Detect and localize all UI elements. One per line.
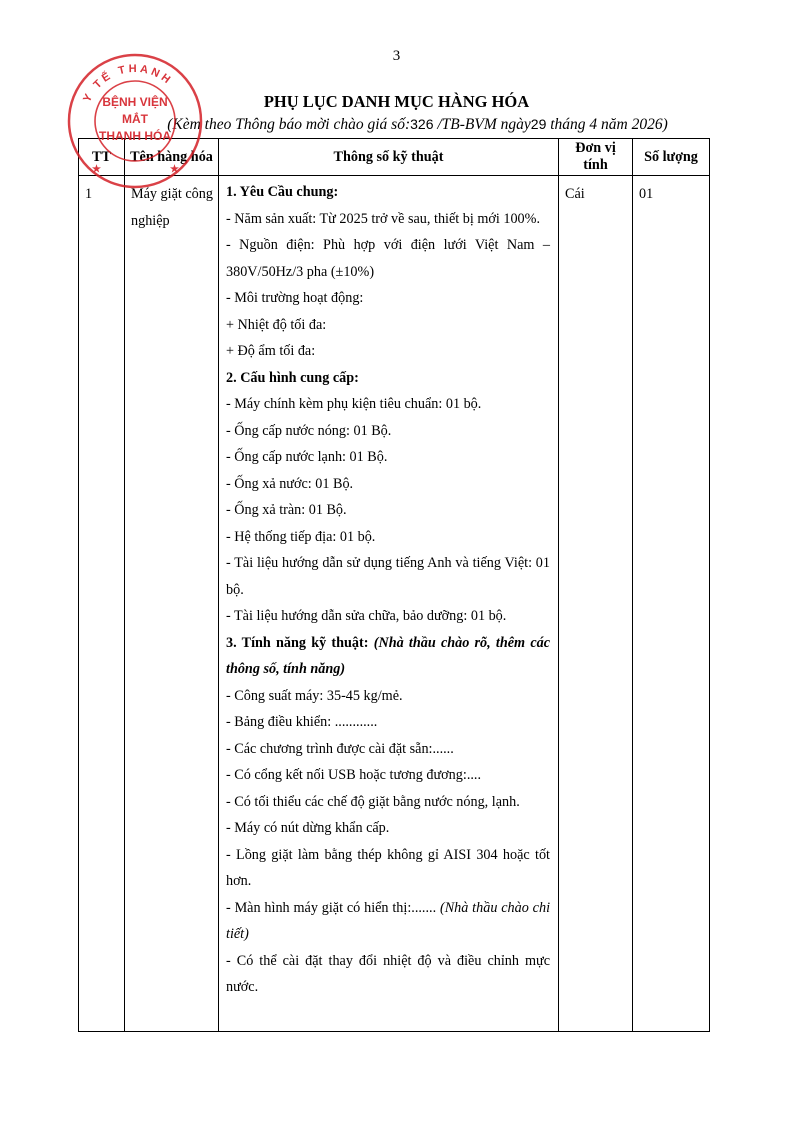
spec-line: - Năm sản xuất: Từ 2025 trở về sau, thiết bị mới 100%. bbox=[226, 210, 541, 227]
header-unit: Đơn vị tính bbox=[559, 139, 633, 176]
star-icon: ★ bbox=[92, 164, 101, 175]
stamp-line-1: BỆNH VIỆN bbox=[102, 95, 168, 109]
spec-line: - Máy có nút dừng khẩn cấp. bbox=[226, 820, 390, 836]
spec-line-display bbox=[226, 895, 550, 948]
spec-display-note: (Nhà thầu chào chi tiết) bbox=[226, 899, 551, 942]
cell-unit: Cái bbox=[559, 176, 633, 1032]
spec-line: - Hệ thống tiếp địa: 01 bộ. bbox=[226, 528, 376, 545]
cell-name: Máy giặt công nghiệp bbox=[125, 176, 219, 1032]
cell-spec bbox=[219, 176, 559, 1032]
spec-heading-config: 2. Cấu hình cung cấp: bbox=[226, 369, 359, 386]
spec-line: - Máy chính kèm phụ kiện tiêu chuẩn: 01 bộ. bbox=[226, 396, 482, 412]
subtitle-prefix: (Kèm theo Thông báo mời chào giá số: bbox=[167, 116, 411, 133]
spec-line: - Lồng giặt làm bằng thép không gỉ AISI 304 hoặc tốt hơn. bbox=[226, 846, 550, 889]
spec-line: - Nguồn điện: Phù hợp với điện lưới Việt Nam – 380V/50Hz/3 pha (±10%) bbox=[226, 237, 550, 280]
cell-qty: 01 bbox=[633, 176, 710, 1032]
spec-line: - Có thể cài đặt thay đổi nhiệt độ và điều chỉnh mực nước. bbox=[226, 952, 550, 995]
notice-day: 29 bbox=[530, 116, 547, 132]
notice-number: 326 bbox=[410, 116, 434, 132]
goods-table bbox=[78, 138, 710, 1032]
spec-heading-features: 3. Tính năng kỹ thuật: bbox=[226, 634, 369, 651]
subtitle-mid: /TB-BVM ngày bbox=[433, 116, 531, 133]
spec-line: - Môi trường hoạt động: bbox=[226, 290, 364, 306]
stamp-line-3: THANH HÓA bbox=[99, 129, 171, 143]
spec-line: - Ống cấp nước lạnh: 01 Bộ. bbox=[226, 449, 388, 465]
spec-line: - Công suất máy: 35-45 kg/mẻ. bbox=[226, 687, 403, 704]
subtitle-suffix: tháng 4 năm 2026) bbox=[546, 116, 668, 133]
spec-display-text: - Màn hình máy giặt có hiển thị:....... bbox=[226, 899, 437, 916]
spec-line: - Ống xả tràn: 01 Bộ. bbox=[226, 502, 347, 518]
spec-line: - Có tối thiểu các chế độ giặt bằng nước nóng, lạnh. bbox=[226, 793, 520, 810]
page-number: 3 bbox=[392, 48, 401, 64]
header-qty: Số lượng bbox=[633, 139, 710, 176]
spec-line: - Ống xả nước: 01 Bộ. bbox=[226, 475, 354, 492]
spec-line: - Ống cấp nước nóng: 01 Bộ. bbox=[226, 422, 392, 439]
spec-line: - Có cổng kết nối USB hoặc tương đương:.... bbox=[226, 767, 482, 783]
table-row bbox=[79, 176, 710, 1032]
header-tt: TT bbox=[79, 139, 125, 176]
stamp-line-2: MẮT bbox=[122, 112, 148, 126]
spec-line: - Bảng điều khiển: ............ bbox=[226, 714, 378, 730]
spec-line: - Các chương trình được cài đặt sẵn:...... bbox=[226, 740, 454, 757]
spec-heading-features-note: (Nhà thầu chào rõ, thêm các thông số, tính năng) bbox=[226, 634, 551, 677]
spec-heading-general: 1. Yêu Cầu chung: bbox=[226, 184, 339, 200]
star-icon: ★ bbox=[170, 164, 179, 175]
spec-line: + Nhiệt độ tối đa: bbox=[226, 316, 327, 333]
header-name: Tên hàng hóa bbox=[125, 139, 219, 176]
stamp-top-text: Y TẾ THANH bbox=[81, 62, 175, 105]
spec-line: + Độ ẩm tối đa: bbox=[226, 343, 316, 359]
cell-tt: 1 bbox=[79, 176, 125, 1032]
spec-heading-features-line bbox=[226, 630, 550, 683]
spec-line: - Tài liệu hướng dẫn sử dụng tiếng Anh và tiếng Việt: 01 bộ. bbox=[226, 555, 550, 598]
header-spec: Thông số kỹ thuật bbox=[219, 139, 559, 176]
spec-line: - Tài liệu hướng dẫn sửa chữa, bảo dưỡng: 01 bộ. bbox=[226, 608, 507, 624]
document-title: PHỤ LỤC DANH MỤC HÀNG HÓA bbox=[263, 92, 530, 111]
hospital-stamp bbox=[64, 50, 206, 192]
